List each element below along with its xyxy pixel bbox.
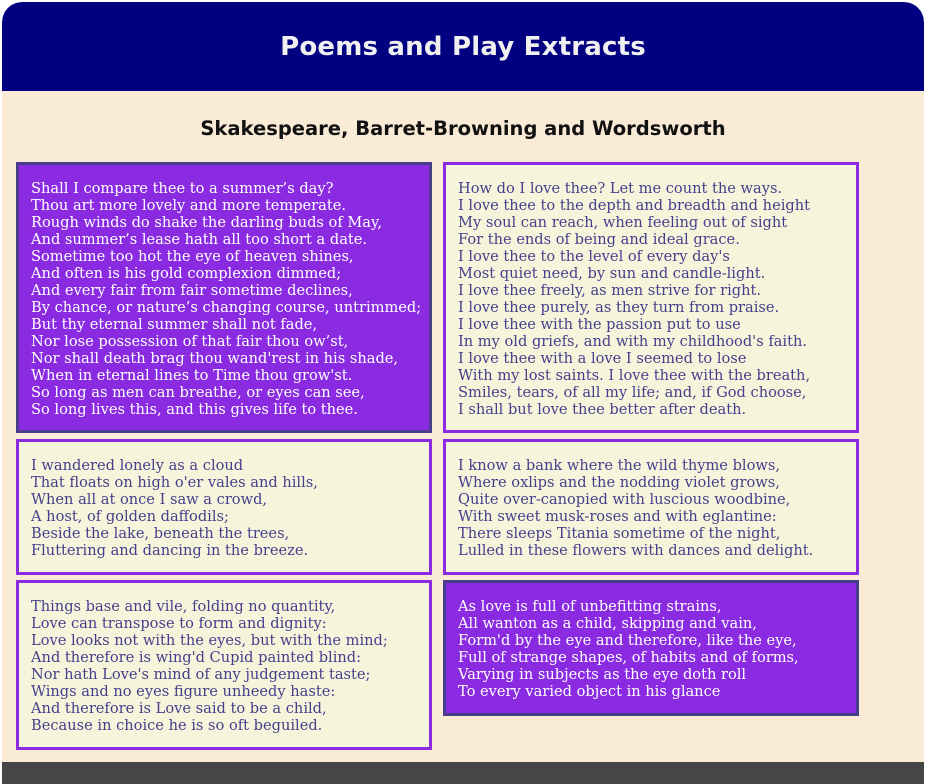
poem-cupid-blind: Things base and vile, folding no quantity, Love can transpose to form and dignity: Love looks not with the eyes, but with the mind; And therefore is wing'd Cupid painted blind: Nor hath Love's mind of any judgement taste; Wings and no eyes figure unheedy haste: And therefore is Love said to be a child, Because in choice he is so oft beguiled. [16, 580, 432, 750]
page-subtitle: Skakespeare, Barret-Browning and Wordsworth [200, 117, 726, 140]
poem-unbefitting-strains: As love is full of unbefitting strains, All wanton as a child, skipping and vain, Form'd by the eye and therefore, like the eye, Full of strange shapes, of habits and of forms, Varying in subjects as the eye doth roll To every varied object in his glance [443, 580, 859, 716]
page-footer [2, 762, 924, 784]
poem-sonnet-18: Shall I compare thee to a summer’s day? Thou art more lovely and more temperate. Rough winds do shake the darling buds of May, And summer’s lease hath all too short a date. Sometime too hot the eye of heaven shines, And often is his gold complexion dimmed; And every fair from fair sometime declines, By chance, or nature’s changing course, untrimmed; But thy eternal summer shall not fade, Nor lose possession of that fair thou ow’st, Nor shall death brag thou wand'rest in his shade, When in eternal lines to Time thou grow'st. So long as men can breathe, or eyes can see, So long lives this, and this gives life to thee. [16, 162, 432, 433]
page-title: Poems and Play Extracts [280, 31, 646, 62]
page-header [2, 2, 924, 91]
poem-sonnet-43: How do I love thee? Let me count the ways. I love thee to the depth and breadth and height My soul can reach, when feeling out of sight For the ends of being and ideal grace. I love thee to the level of every day's Most quiet need, by sun and candle-light. I love thee freely, as men strive for right. I love thee purely, as they turn from praise. I love thee with the passion put to use In my old griefs, and with my childhood's faith. I love thee with a love I seemed to lose With my lost saints. I love thee with the breath, Smiles, tears, of all my life; and, if God choose, I shall but love thee better after death. [443, 162, 859, 433]
poem-daffodils: I wandered lonely as a cloud That floats on high o'er vales and hills, When all at once I saw a crowd, A host, of golden daffodils; Beside the lake, beneath the trees, Fluttering and dancing in the breeze. [16, 439, 432, 575]
poem-wild-thyme: I know a bank where the wild thyme blows, Where oxlips and the nodding violet grows, Quite over-canopied with luscious woodbine, With sweet musk-roses and with eglantine: There sleeps Titania sometime of the night, Lulled in these flowers with dances and delight. [443, 439, 859, 575]
page-container [2, 2, 924, 784]
